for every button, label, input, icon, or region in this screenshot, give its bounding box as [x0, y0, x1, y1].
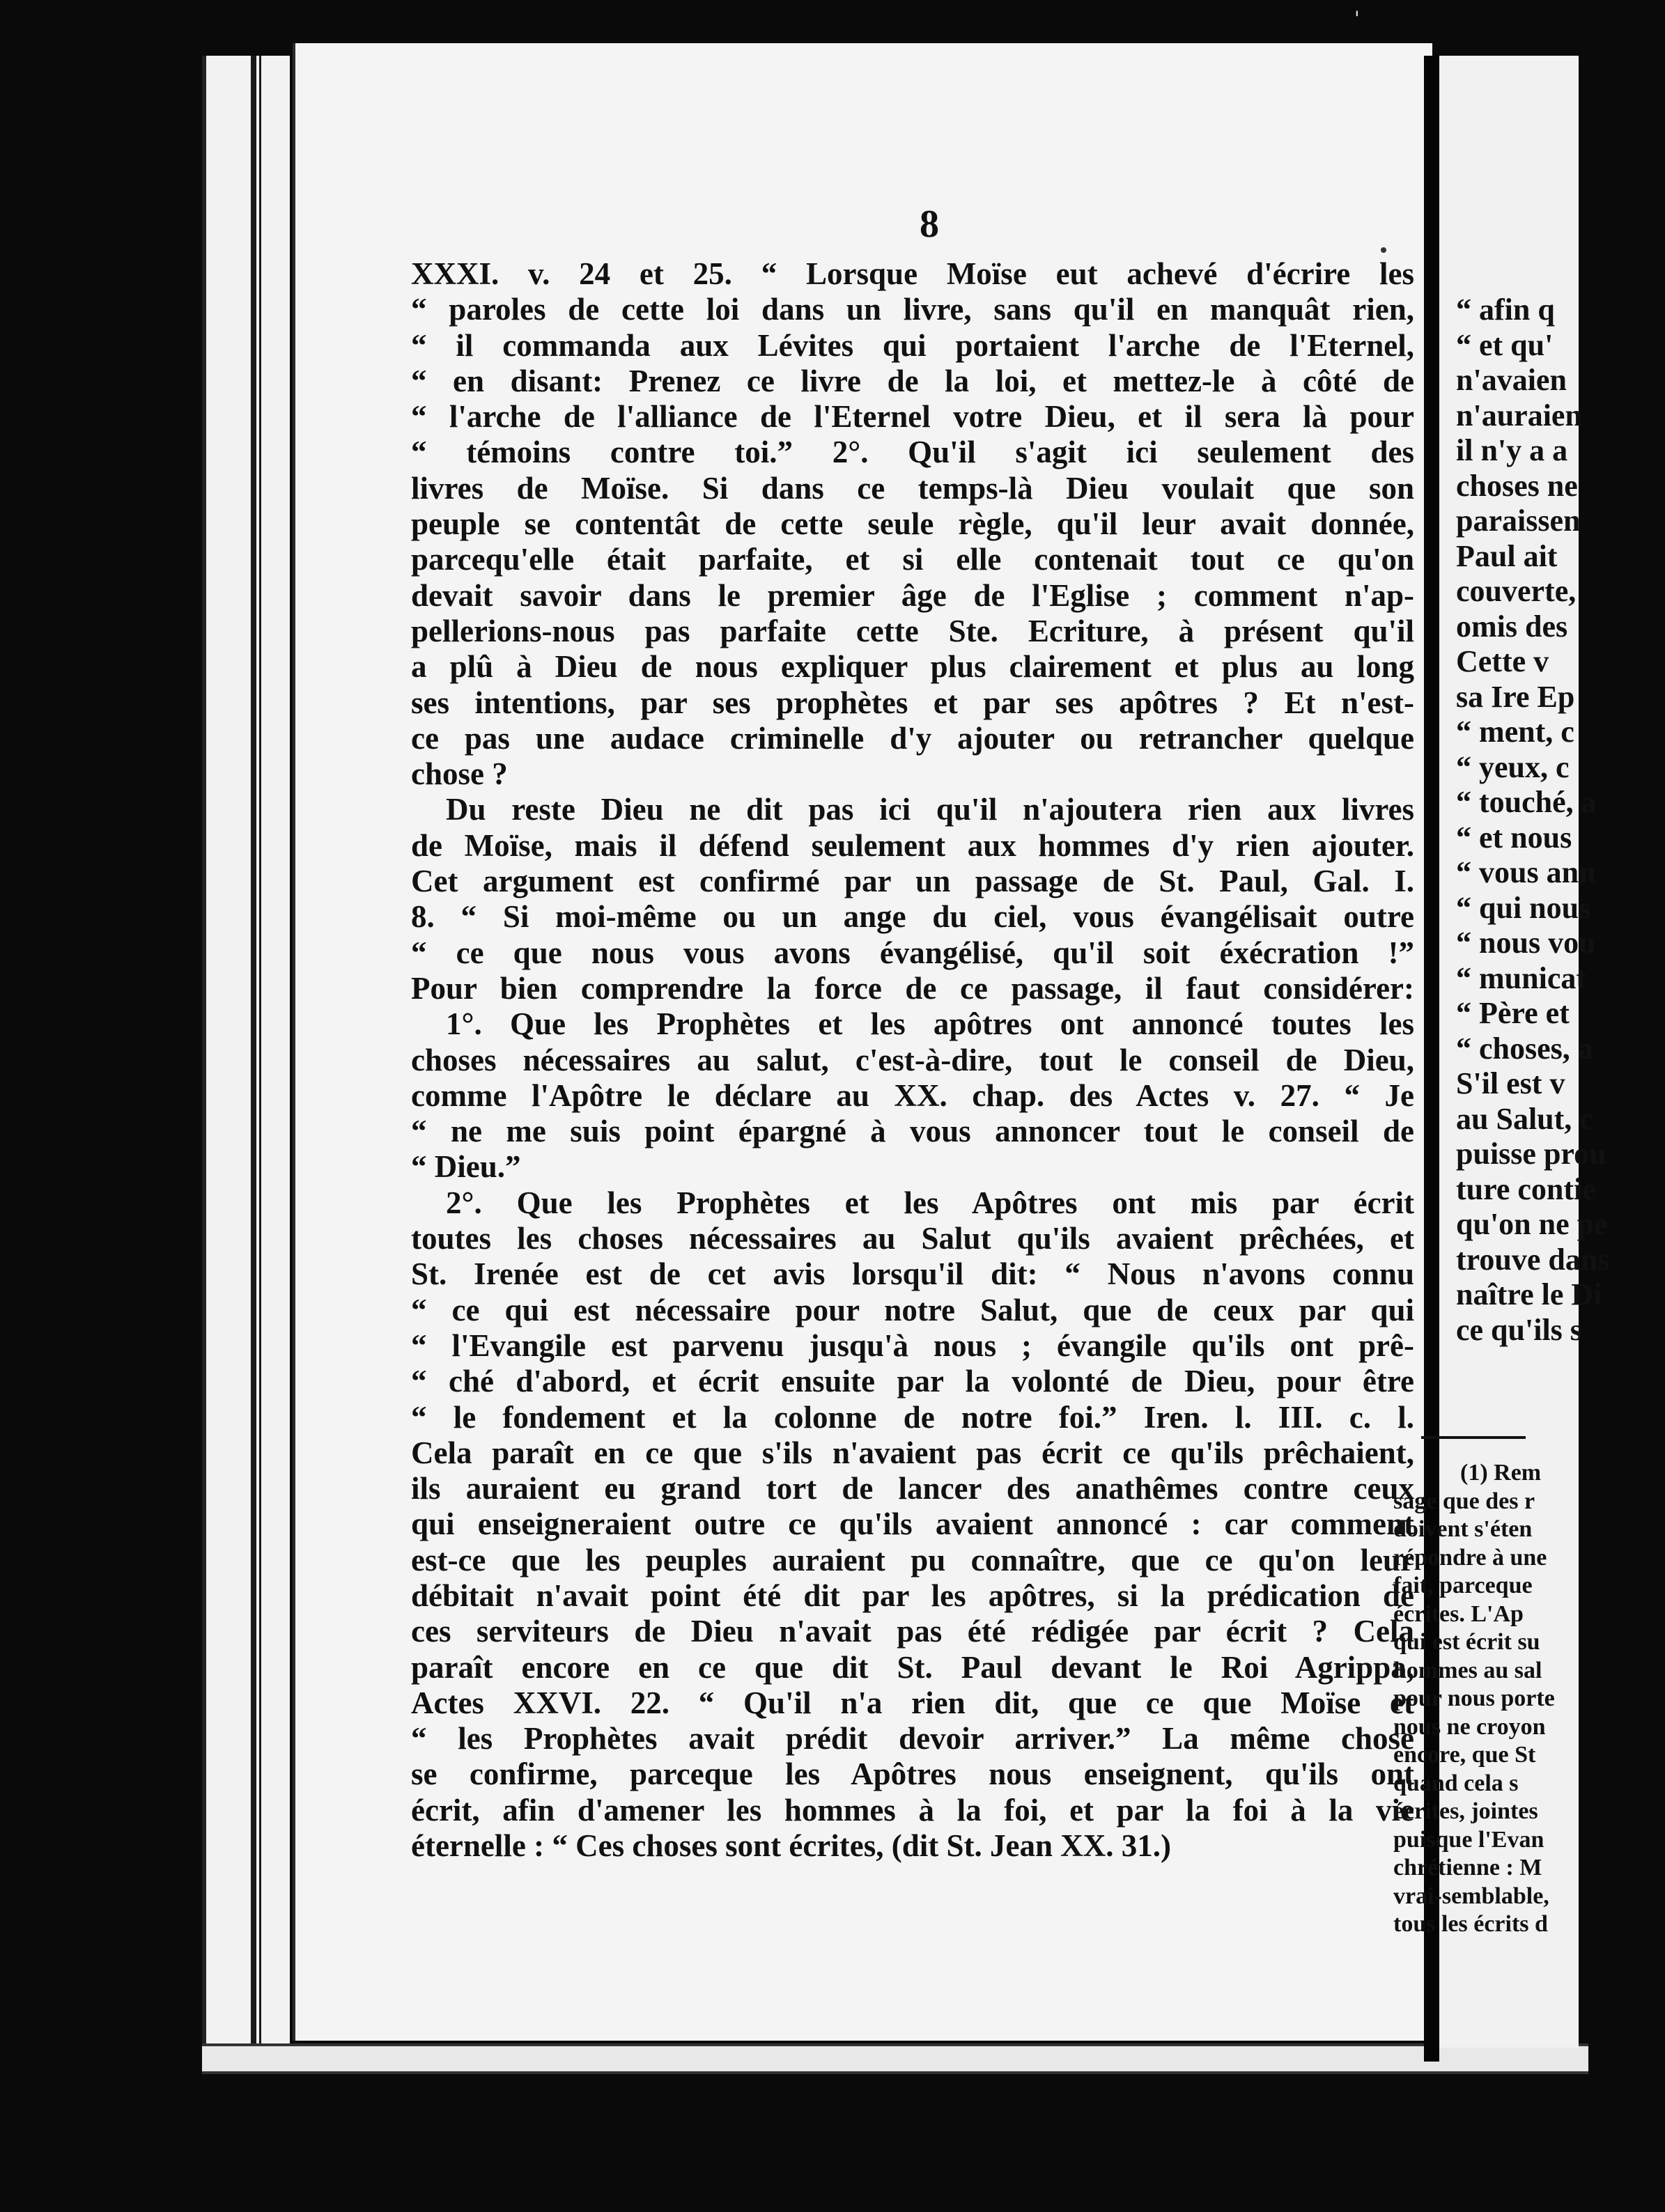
text-line: puisse prou: [1456, 1137, 1606, 1171]
text-line: sage que des r: [1393, 1488, 1535, 1514]
text-line: ses intentions, par ses prophètes et par ses apôtres ? Et n'est-: [411, 685, 1414, 720]
text-line: ture contie: [1456, 1171, 1596, 1206]
text-line: “ Dieu.”: [411, 1149, 521, 1185]
text-line: Actes XXVI. 22. “ Qu'il n'a rien dit, que ce que Moïse et: [411, 1685, 1414, 1720]
text-line: (1) Rem: [1460, 1460, 1542, 1486]
text-line: qui enseigneraient outre ce qu'ils avaient annoncé : car comment: [411, 1506, 1414, 1542]
text-line: encore, que St: [1393, 1742, 1536, 1768]
text-line: éternelle : “ Ces choses sont écrites, (dit St. Jean XX. 31.): [411, 1828, 1172, 1864]
text-line: “ choses, a: [1456, 1031, 1593, 1066]
text-line: choses ne: [1456, 468, 1578, 503]
text-line: “ l'Evangile est parvenu jusqu'à nous ; évangile qu'ils ont prê-: [411, 1327, 1414, 1363]
text-line: fait, parceque: [1393, 1573, 1533, 1598]
text-line: “ il commanda aux Lévites qui portaient l'arche de l'Eternel,: [411, 327, 1414, 363]
text-line: Du reste Dieu ne dit pas ici qu'il n'ajoutera rien aux livres: [446, 792, 1414, 827]
text-line: naître le Di: [1456, 1277, 1602, 1311]
text-line: “ qui nous: [1456, 890, 1591, 925]
text-line: “ Père et: [1456, 996, 1570, 1030]
text-line: se confirme, parceque les Apôtres nous enseignent, qu'ils ont: [411, 1757, 1414, 1792]
text-line: Cette v: [1456, 644, 1549, 678]
text-line: “ paroles de cette loi dans un livre, sans qu'il en manquât rien,: [411, 292, 1414, 327]
corner-mark: ': [1354, 7, 1360, 30]
text-line: paraît encore en ce que dit St. Paul devant le Roi Agrippa,: [411, 1649, 1414, 1685]
text-line: Paul ait: [1456, 538, 1558, 573]
text-line: couverte,: [1456, 574, 1577, 608]
text-line: “ touché, a: [1456, 785, 1597, 819]
right-page-footnotes: [1393, 1459, 1602, 1939]
text-line: devait savoir dans le premier âge de l'Eglise ; comment n'ap-: [411, 577, 1414, 613]
text-line: est-ce que les peuples auraient pu connaître, que ce qu'on leur: [411, 1542, 1414, 1578]
text-line: quand cela s: [1393, 1770, 1519, 1796]
text-line: écrit, afin d'amener les hommes à la foi, et par la foi à la vie: [411, 1792, 1414, 1828]
main-text-block: [411, 256, 1414, 1864]
text-line: doivent s'éten: [1393, 1516, 1533, 1542]
text-line: tous les écrits d: [1393, 1911, 1548, 1937]
text-line: sa Ire Ep: [1456, 679, 1575, 714]
page-bottom-edge: [202, 2043, 1588, 2074]
text-line: “ ment, c: [1456, 715, 1574, 749]
text-line: paraissen: [1456, 504, 1581, 538]
text-line: “ les Prophètes avait prédit devoir arriver.” La même chose: [411, 1721, 1414, 1757]
text-line: chrétienne : M: [1393, 1855, 1542, 1880]
text-line: ils auraient eu grand tort de lancer des anathêmes contre ceux: [411, 1471, 1414, 1506]
text-line: Cet argument est confirmé par un passage de St. Paul, Gal. I.: [411, 864, 1414, 899]
text-line: XXXI. v. 24 et 25. “ Lorsque Moïse eut achevé d'écrire les: [411, 256, 1414, 291]
text-line: écrites. L'Ap: [1393, 1600, 1524, 1627]
text-line: 8. “ Si moi-même ou un ange du ciel, vous évangélisait outre: [411, 899, 1414, 935]
text-line: répondre à une: [1393, 1544, 1547, 1571]
text-line: “ vous ann: [1456, 855, 1596, 889]
left-margin-line: [251, 56, 256, 2055]
text-line: omis des: [1456, 609, 1568, 644]
text-line: hommes au sal: [1393, 1657, 1542, 1683]
text-line: “ yeux, c: [1456, 749, 1570, 784]
text-line: vrai-semblable,: [1393, 1883, 1549, 1909]
text-line: trouve dans: [1456, 1242, 1610, 1277]
text-line: écrites, jointes: [1393, 1798, 1538, 1824]
text-line: ces serviteurs de Dieu n'avait pas été rédigée par écrit ? Cela: [411, 1614, 1414, 1649]
text-line: a plû à Dieu de nous expliquer plus clairement et plus au long: [411, 649, 1414, 685]
text-line: peuple se contentât de cette seule règle, qu'il leur avait donnée,: [411, 506, 1414, 542]
text-line: “ nous vou: [1456, 926, 1596, 960]
text-line: comme l'Apôtre le déclare au XX. chap. des Actes v. 27. “ Je: [411, 1077, 1414, 1113]
text-line: n'auraien: [1456, 398, 1582, 433]
text-line: “ ne me suis point épargné à vous annoncer tout le conseil de: [411, 1114, 1414, 1149]
text-line: “ ce qui est nécessaire pour notre Salut, que de ceux par qui: [411, 1292, 1414, 1327]
ink-dot: [1381, 247, 1386, 253]
text-line: “ afin q: [1456, 293, 1555, 327]
text-line: 1°. Que les Prophètes et les apôtres ont annoncé toutes les: [446, 1006, 1414, 1042]
text-line: “ et qu': [1456, 327, 1554, 362]
text-line: choses nécessaires au salut, c'est-à-dire, tout le conseil de Dieu,: [411, 1042, 1414, 1077]
text-line: Cela paraît en ce que s'ils n'avaient pas écrit ce qu'ils prêchaient,: [411, 1435, 1414, 1470]
text-line: il n'y a a: [1456, 433, 1568, 467]
text-line: Pour bien comprendre la force de ce passage, il faut considérer:: [411, 970, 1414, 1006]
left-page-edge: [202, 56, 290, 2055]
text-line: chose ?: [411, 756, 508, 792]
text-line: parcequ'elle était parfaite, et si elle contenait tout ce qu'on: [411, 542, 1414, 577]
text-line: “ municat: [1456, 960, 1586, 995]
text-line: pellerions-nous pas parfaite cette Ste. Ecriture, à présent qu'il: [411, 613, 1414, 648]
text-line: “ l'arche de l'alliance de l'Eternel votre Dieu, et il sera là pour: [411, 399, 1414, 435]
text-line: ce pas une audace criminelle d'y ajouter ou retrancher quelque: [411, 720, 1414, 756]
text-line: S'il est v: [1456, 1066, 1565, 1100]
text-line: ce qu'ils s: [1456, 1312, 1582, 1347]
text-line: 2°. Que les Prophètes et les Apôtres ont mis par écrit: [446, 1185, 1414, 1220]
footnote-rule: [1421, 1436, 1526, 1439]
text-line: “ le fondement et la colonne de notre foi.” Iren. l. III. c. l.: [411, 1399, 1414, 1435]
text-line: nous ne croyon: [1393, 1713, 1546, 1740]
text-line: qu'on ne pe: [1456, 1207, 1608, 1241]
text-line: St. Irenée est de cet avis lorsqu'il dit: “ Nous n'avons connu: [411, 1256, 1414, 1292]
text-line: “ ché d'abord, et écrit ensuite par la volonté de Dieu, pour être: [411, 1364, 1414, 1399]
text-line: toutes les choses nécessaires au Salut qu'ils avaient prêchées, et: [411, 1221, 1414, 1256]
left-margin-line-thin: [259, 56, 261, 2055]
text-line: de Moïse, mais il défend seulement aux hommes d'y rien ajouter.: [411, 827, 1414, 863]
text-line: au Salut, c: [1456, 1101, 1593, 1136]
text-line: n'avaien: [1456, 363, 1567, 397]
text-line: “ et nous: [1456, 820, 1572, 855]
text-line: “ témoins contre toi.” 2°. Qu'il s'agit ici seulement des: [411, 435, 1414, 470]
text-line: débitait n'avait point été dit par les apôtres, si la prédication de: [411, 1578, 1414, 1613]
page-number: 8: [920, 203, 939, 246]
right-page-text: [1456, 293, 1665, 1348]
text-line: “ en disant: Prenez ce livre de la loi, et mettez-le à côté de: [411, 363, 1414, 398]
text-line: pour nous porte: [1393, 1685, 1555, 1711]
text-line: “ ce que nous vous avons évangélisé, qu'il soit éxécration !”: [411, 935, 1414, 970]
text-line: qui est écrit su: [1393, 1629, 1540, 1655]
text-line: puisque l'Evan: [1393, 1826, 1544, 1853]
text-line: livres de Moïse. Si dans ce temps-là Dieu voulait que son: [411, 470, 1414, 506]
